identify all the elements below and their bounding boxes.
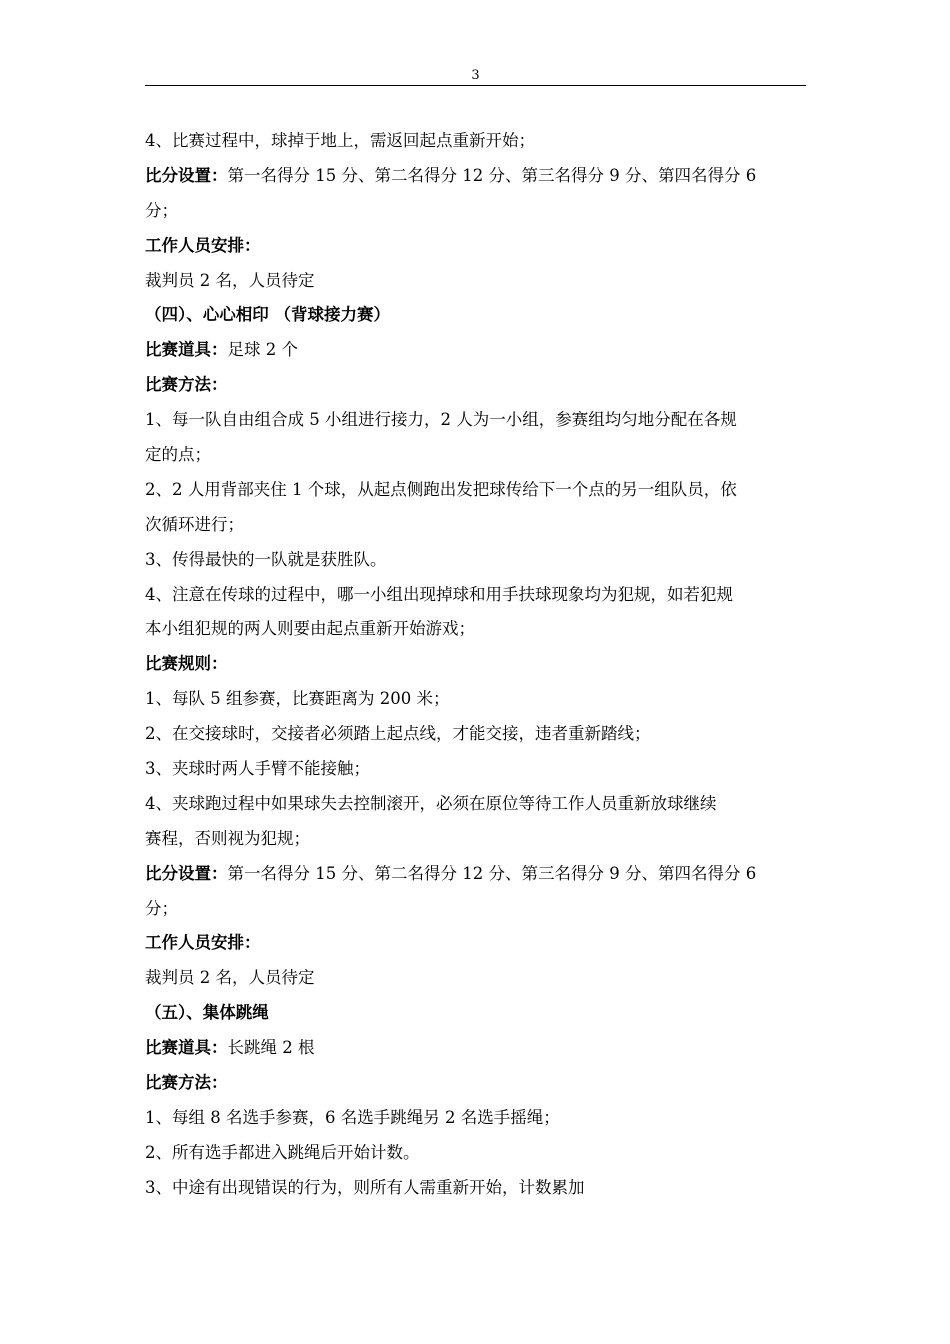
line-label: 比赛道具：	[145, 1038, 228, 1058]
line-label: （五）、集体跳绳	[145, 1003, 269, 1023]
line-text: 长跳绳 2 根	[227, 1038, 315, 1058]
line-label: 比赛道具：	[145, 340, 228, 360]
line-text: 3、夹球时两人手臂不能接触；	[145, 759, 370, 779]
line-label: （四）、心心相印 （背球接力赛）	[145, 305, 390, 325]
line-text: 足球 2 个	[227, 340, 298, 360]
text-line	[145, 717, 810, 752]
text-line	[145, 194, 810, 229]
line-label: 工作人员安排：	[145, 235, 261, 255]
page-header	[145, 68, 806, 86]
text-line	[145, 857, 810, 892]
text-line	[145, 647, 810, 682]
text-line	[145, 578, 810, 613]
text-line	[145, 787, 810, 822]
text-line	[145, 926, 810, 961]
page-number: 3	[471, 68, 480, 83]
line-text: 4、注意在传球的过程中，哪一小组出现掉球和用手扶球现象均为犯规，如若犯规	[145, 584, 733, 604]
text-line	[145, 333, 810, 368]
text-line	[145, 473, 810, 508]
text-line	[145, 612, 810, 647]
line-label: 工作人员安排：	[145, 933, 261, 953]
text-line	[145, 368, 810, 403]
line-text: 3、传得最快的一队就是获胜队。	[145, 549, 387, 569]
line-text: 1、每队 5 组参赛，比赛距离为 200 米；	[145, 689, 450, 709]
section-heading	[145, 298, 810, 333]
text-line	[145, 229, 810, 264]
line-text: 第一名得分 15 分、第二名得分 12 分、第三名得分 9 分、第四名得分 6	[227, 165, 757, 185]
line-label: 比分设置：	[145, 863, 228, 883]
line-text: 次循环进行；	[145, 514, 244, 534]
text-line	[145, 403, 810, 438]
text-line	[145, 892, 810, 927]
text-line	[145, 159, 810, 194]
line-label: 比赛方法：	[145, 375, 228, 395]
text-line	[145, 264, 810, 299]
text-line	[145, 1136, 810, 1171]
line-label: 比赛方法：	[145, 1073, 228, 1093]
text-line	[145, 124, 810, 159]
line-text: 裁判员 2 名，人员待定	[145, 968, 315, 988]
line-text: 本小组犯规的两人则要由起点重新开始游戏；	[145, 619, 475, 639]
line-label: 比分设置：	[145, 165, 228, 185]
line-text: 裁判员 2 名，人员待定	[145, 270, 315, 290]
text-line	[145, 822, 810, 857]
text-line	[145, 752, 810, 787]
line-text: 定的点；	[145, 445, 211, 465]
text-line	[145, 1066, 810, 1101]
line-text: 2、2 人用背部夹住 1 个球，从起点侧跑出发把球传给下一个点的另一组队员，依	[145, 479, 737, 499]
text-line	[145, 508, 810, 543]
line-text: 赛程，否则视为犯规；	[145, 828, 310, 848]
line-text: 第一名得分 15 分、第二名得分 12 分、第三名得分 9 分、第四名得分 6	[227, 863, 757, 883]
line-text: 2、在交接球时，交接者必须踏上起点线，才能交接，违者重新踏线；	[145, 724, 651, 744]
line-text: 1、每一队自由组合成 5 小组进行接力，2 人为一小组，参赛组均匀地分配在各规	[145, 410, 737, 430]
text-line	[145, 682, 810, 717]
text-line	[145, 1031, 810, 1066]
line-label: 比赛规则：	[145, 654, 228, 674]
line-text: 1、每组 8 名选手参赛，6 名选手跳绳另 2 名选手摇绳；	[145, 1107, 560, 1127]
text-line	[145, 961, 810, 996]
line-text: 4、夹球跑过程中如果球失去控制滚开，必须在原位等待工作人员重新放球继续	[145, 793, 717, 813]
line-text: 分；	[145, 898, 178, 918]
line-text: 4、比赛过程中，球掉于地上，需返回起点重新开始；	[145, 131, 535, 150]
text-line	[145, 543, 810, 578]
line-text: 2、所有选手都进入跳绳后开始计数。	[145, 1142, 420, 1162]
line-text: 3、中途有出现错误的行为，则所有人需重新开始，计数累加	[145, 1177, 585, 1197]
line-text: 分；	[145, 200, 178, 220]
document-body	[145, 124, 810, 1206]
text-line	[145, 1101, 810, 1136]
text-line	[145, 438, 810, 473]
text-line	[145, 1171, 810, 1206]
section-heading	[145, 996, 810, 1031]
